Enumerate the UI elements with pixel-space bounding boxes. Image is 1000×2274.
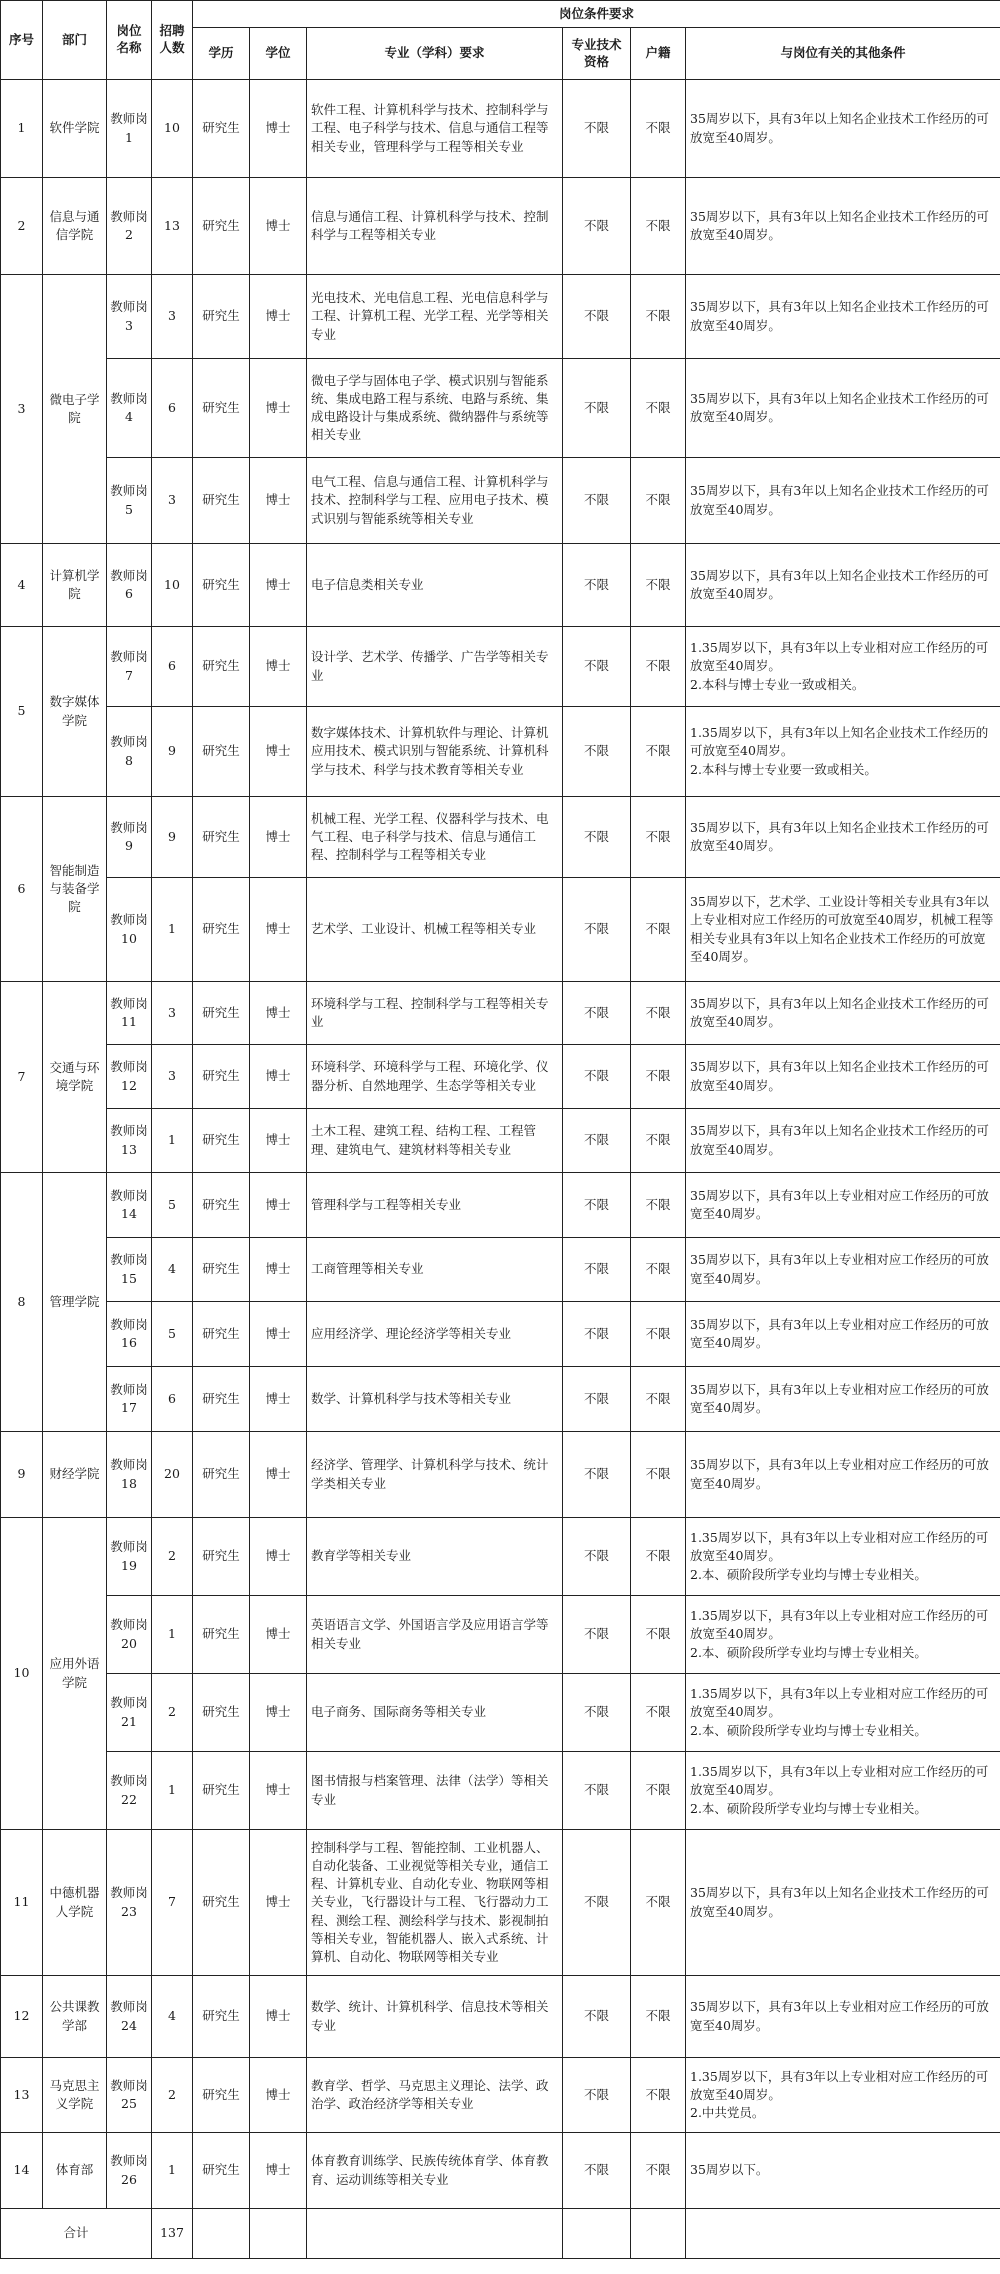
cell-seq: 6 [1, 797, 43, 982]
cell-degree: 博士 [250, 1976, 307, 2058]
cell-degree: 博士 [250, 1830, 307, 1976]
cell-dept: 交通与环境学院 [43, 982, 107, 1173]
cell-post: 教师岗 5 [107, 458, 152, 544]
cell-count: 9 [152, 797, 193, 878]
total-label: 合计 [1, 2209, 152, 2259]
cell-other: 35周岁以下，具有3年以上专业相对应工作经历的可放宽至40周岁。 [686, 1367, 1000, 1432]
cell-degree: 博士 [250, 1752, 307, 1830]
cell-post: 教师岗 26 [107, 2133, 152, 2209]
cell-post: 教师岗 15 [107, 1238, 152, 1302]
cell-hukou: 不限 [631, 878, 686, 982]
cell-degree: 博士 [250, 1302, 307, 1367]
cell-count: 2 [152, 1518, 193, 1596]
cell-seq: 2 [1, 178, 43, 275]
cell-hukou: 不限 [631, 1238, 686, 1302]
cell-other: 1.35周岁以下，具有3年以上专业相对应工作经历的可放宽至40周岁。 2.本、硕阶段所学专业均与博士专业相关。 [686, 1752, 1000, 1830]
cell-major: 电子商务、国际商务等相关专业 [307, 1674, 563, 1752]
cell-count: 1 [152, 878, 193, 982]
header-qualification: 专业技术资格 [563, 28, 631, 80]
cell-degree: 博士 [250, 1367, 307, 1432]
table-row [1, 178, 1000, 275]
cell-count: 6 [152, 359, 193, 458]
cell-other: 35周岁以下，具有3年以上专业相对应工作经历的可放宽至40周岁。 [686, 1173, 1000, 1238]
cell-post: 教师岗 6 [107, 544, 152, 627]
cell-hukou: 不限 [631, 1518, 686, 1596]
cell-dept: 管理学院 [43, 1173, 107, 1432]
table-row [1, 1238, 1000, 1302]
cell-other: 35周岁以下，具有3年以上知名企业技术工作经历的可放宽至40周岁。 [686, 1045, 1000, 1109]
cell-hukou: 不限 [631, 982, 686, 1045]
cell-other: 35周岁以下，具有3年以上知名企业技术工作经历的可放宽至40周岁。 [686, 275, 1000, 359]
table-row [1, 2133, 1000, 2209]
table-row [1, 359, 1000, 458]
cell-education: 研究生 [193, 878, 250, 982]
cell-hukou: 不限 [631, 359, 686, 458]
cell-count: 1 [152, 1596, 193, 1674]
total-empty-cell [563, 2209, 631, 2259]
cell-dept: 中德机器人学院 [43, 1830, 107, 1976]
cell-major: 光电技术、光电信息工程、光电信息科学与工程、计算机工程、光学工程、光学等相关专业 [307, 275, 563, 359]
cell-degree: 博士 [250, 359, 307, 458]
cell-hukou: 不限 [631, 1367, 686, 1432]
cell-seq: 4 [1, 544, 43, 627]
cell-hukou: 不限 [631, 627, 686, 707]
cell-education: 研究生 [193, 1752, 250, 1830]
cell-count: 13 [152, 178, 193, 275]
cell-education: 研究生 [193, 1830, 250, 1976]
cell-seq: 10 [1, 1518, 43, 1830]
cell-degree: 博士 [250, 1238, 307, 1302]
cell-education: 研究生 [193, 544, 250, 627]
cell-qualification: 不限 [563, 1367, 631, 1432]
cell-education: 研究生 [193, 1596, 250, 1674]
cell-seq: 12 [1, 1976, 43, 2058]
cell-count: 1 [152, 1752, 193, 1830]
cell-post: 教师岗 4 [107, 359, 152, 458]
header-dept: 部门 [43, 1, 107, 80]
cell-qualification: 不限 [563, 797, 631, 878]
cell-qualification: 不限 [563, 1238, 631, 1302]
cell-qualification: 不限 [563, 359, 631, 458]
cell-education: 研究生 [193, 2058, 250, 2133]
cell-seq: 11 [1, 1830, 43, 1976]
cell-count: 10 [152, 544, 193, 627]
cell-other: 35周岁以下，具有3年以上知名企业技术工作经历的可放宽至40周岁。 [686, 544, 1000, 627]
cell-other: 35周岁以下，具有3年以上专业相对应工作经历的可放宽至40周岁。 [686, 1432, 1000, 1518]
cell-hukou: 不限 [631, 2058, 686, 2133]
cell-degree: 博士 [250, 1109, 307, 1173]
cell-other: 1.35周岁以下，具有3年以上专业相对应工作经历的可放宽至40周岁。 2.本、硕阶段所学专业均与博士专业相关。 [686, 1674, 1000, 1752]
cell-dept: 公共课教学部 [43, 1976, 107, 2058]
cell-hukou: 不限 [631, 1045, 686, 1109]
table-header [1, 1, 1000, 80]
table-row [1, 627, 1000, 707]
cell-qualification: 不限 [563, 1674, 631, 1752]
cell-post: 教师岗 23 [107, 1830, 152, 1976]
cell-major: 土木工程、建筑工程、结构工程、工程管理、建筑电气、建筑材料等相关专业 [307, 1109, 563, 1173]
cell-other: 1.35周岁以下，具有3年以上专业相对应工作经历的可放宽至40周岁。 2.中共党员。 [686, 2058, 1000, 2133]
cell-major: 环境科学与工程、控制科学与工程等相关专业 [307, 982, 563, 1045]
cell-qualification: 不限 [563, 178, 631, 275]
cell-qualification: 不限 [563, 1596, 631, 1674]
total-row [1, 2209, 1000, 2259]
cell-degree: 博士 [250, 1432, 307, 1518]
cell-major: 微电子学与固体电子学、模式识别与智能系统、集成电路工程与系统、电路与系统、集成电路设计与集成系统、微纳器件与系统等相关专业 [307, 359, 563, 458]
cell-count: 1 [152, 2133, 193, 2209]
header-major: 专业（学科）要求 [307, 28, 563, 80]
cell-hukou: 不限 [631, 275, 686, 359]
header-other: 与岗位有关的其他条件 [686, 28, 1000, 80]
cell-degree: 博士 [250, 275, 307, 359]
cell-post: 教师岗 24 [107, 1976, 152, 2058]
cell-degree: 博士 [250, 544, 307, 627]
total-empty-cell [193, 2209, 250, 2259]
cell-major: 电气工程、信息与通信工程、计算机科学与技术、控制科学与工程、应用电子技术、模式识别与智能系统等相关专业 [307, 458, 563, 544]
cell-degree: 博士 [250, 2133, 307, 2209]
table-row [1, 458, 1000, 544]
cell-dept: 数字媒体学院 [43, 627, 107, 797]
cell-post: 教师岗 3 [107, 275, 152, 359]
cell-education: 研究生 [193, 1432, 250, 1518]
cell-count: 3 [152, 1045, 193, 1109]
cell-major: 控制科学与工程、智能控制、工业机器人、自动化装备、工业视觉等相关专业，通信工程、计算机专业、自动化专业、物联网等相关专业，飞行器设计与工程、飞行器动力工程、测绘工程、测绘科学与技术、影视制拍等相关专业，智能机器人、嵌入式系统、计算机、自动化、物联网等相关专业 [307, 1830, 563, 1976]
cell-post: 教师岗 21 [107, 1674, 152, 1752]
cell-qualification: 不限 [563, 1518, 631, 1596]
total-empty-cell [250, 2209, 307, 2259]
cell-post: 教师岗 13 [107, 1109, 152, 1173]
cell-seq: 7 [1, 982, 43, 1173]
cell-degree: 博士 [250, 707, 307, 797]
cell-post: 教师岗 12 [107, 1045, 152, 1109]
cell-count: 10 [152, 80, 193, 178]
cell-post: 教师岗 14 [107, 1173, 152, 1238]
table-row [1, 1976, 1000, 2058]
cell-education: 研究生 [193, 2133, 250, 2209]
table-row [1, 1674, 1000, 1752]
cell-education: 研究生 [193, 797, 250, 878]
cell-degree: 博士 [250, 80, 307, 178]
cell-qualification: 不限 [563, 2058, 631, 2133]
cell-degree: 博士 [250, 1173, 307, 1238]
cell-major: 设计学、艺术学、传播学、广告学等相关专业 [307, 627, 563, 707]
cell-other: 35周岁以下，具有3年以上知名企业技术工作经历的可放宽至40周岁。 [686, 80, 1000, 178]
cell-count: 20 [152, 1432, 193, 1518]
cell-seq: 9 [1, 1432, 43, 1518]
header-degree: 学位 [250, 28, 307, 80]
table-row [1, 275, 1000, 359]
table-row [1, 1596, 1000, 1674]
cell-other: 35周岁以下，具有3年以上知名企业技术工作经历的可放宽至40周岁。 [686, 458, 1000, 544]
cell-dept: 财经学院 [43, 1432, 107, 1518]
cell-degree: 博士 [250, 627, 307, 707]
cell-count: 1 [152, 1109, 193, 1173]
cell-major: 软件工程、计算机科学与技术、控制科学与工程、电子科学与技术、信息与通信工程等相关专业，管理科学与工程等相关专业 [307, 80, 563, 178]
cell-degree: 博士 [250, 982, 307, 1045]
table-row [1, 1302, 1000, 1367]
cell-post: 教师岗 25 [107, 2058, 152, 2133]
cell-hukou: 不限 [631, 797, 686, 878]
cell-qualification: 不限 [563, 1173, 631, 1238]
cell-count: 3 [152, 982, 193, 1045]
cell-post: 教师岗 8 [107, 707, 152, 797]
total-empty-cell [686, 2209, 1000, 2259]
header-conditions-group: 岗位条件要求 [193, 1, 1000, 28]
cell-seq: 5 [1, 627, 43, 797]
table-row [1, 1432, 1000, 1518]
cell-post: 教师岗 20 [107, 1596, 152, 1674]
cell-education: 研究生 [193, 1367, 250, 1432]
cell-degree: 博士 [250, 1596, 307, 1674]
cell-education: 研究生 [193, 178, 250, 275]
cell-count: 3 [152, 275, 193, 359]
table-row [1, 982, 1000, 1045]
cell-qualification: 不限 [563, 1432, 631, 1518]
cell-degree: 博士 [250, 2058, 307, 2133]
cell-count: 6 [152, 1367, 193, 1432]
cell-education: 研究生 [193, 1173, 250, 1238]
cell-hukou: 不限 [631, 1830, 686, 1976]
cell-degree: 博士 [250, 458, 307, 544]
table-row [1, 797, 1000, 878]
cell-education: 研究生 [193, 1976, 250, 2058]
header-hukou: 户籍 [631, 28, 686, 80]
cell-hukou: 不限 [631, 458, 686, 544]
cell-other: 35周岁以下，具有3年以上知名企业技术工作经历的可放宽至40周岁。 [686, 797, 1000, 878]
cell-other: 1.35周岁以下，具有3年以上知名企业技术工作经历的可放宽至40周岁。 2.本科与博士专业要一致或相关。 [686, 707, 1000, 797]
cell-dept: 体育部 [43, 2133, 107, 2209]
table-row [1, 80, 1000, 178]
cell-qualification: 不限 [563, 1830, 631, 1976]
cell-post: 教师岗 16 [107, 1302, 152, 1367]
cell-major: 环境科学、环境科学与工程、环境化学、仪器分析、自然地理学、生态学等相关专业 [307, 1045, 563, 1109]
cell-major: 经济学、管理学、计算机科学与技术、统计学类相关专业 [307, 1432, 563, 1518]
cell-count: 3 [152, 458, 193, 544]
header-post-name: 岗位名称 [107, 1, 152, 80]
header-education: 学历 [193, 28, 250, 80]
cell-other: 35周岁以下，具有3年以上知名企业技术工作经历的可放宽至40周岁。 [686, 178, 1000, 275]
cell-hukou: 不限 [631, 1302, 686, 1367]
cell-qualification: 不限 [563, 275, 631, 359]
cell-hukou: 不限 [631, 178, 686, 275]
cell-major: 图书情报与档案管理、法律（法学）等相关专业 [307, 1752, 563, 1830]
cell-major: 管理科学与工程等相关专业 [307, 1173, 563, 1238]
cell-major: 应用经济学、理论经济学等相关专业 [307, 1302, 563, 1367]
cell-education: 研究生 [193, 458, 250, 544]
total-count: 137 [152, 2209, 193, 2259]
cell-education: 研究生 [193, 80, 250, 178]
cell-post: 教师岗 10 [107, 878, 152, 982]
cell-other: 35周岁以下，具有3年以上知名企业技术工作经历的可放宽至40周岁。 [686, 982, 1000, 1045]
header-recruit-num: 招聘人数 [152, 1, 193, 80]
table-row [1, 707, 1000, 797]
cell-major: 机械工程、光学工程、仪器科学与技术、电气工程、电子科学与技术、信息与通信工程、控制科学与工程等相关专业 [307, 797, 563, 878]
cell-other: 35周岁以下，具有3年以上知名企业技术工作经历的可放宽至40周岁。 [686, 1109, 1000, 1173]
cell-degree: 博士 [250, 878, 307, 982]
cell-other: 35周岁以下，具有3年以上专业相对应工作经历的可放宽至40周岁。 [686, 1238, 1000, 1302]
cell-dept: 智能制造与装备学院 [43, 797, 107, 982]
cell-qualification: 不限 [563, 1109, 631, 1173]
cell-count: 5 [152, 1173, 193, 1238]
cell-other: 35周岁以下，具有3年以上知名企业技术工作经历的可放宽至40周岁。 [686, 359, 1000, 458]
cell-qualification: 不限 [563, 707, 631, 797]
cell-post: 教师岗 1 [107, 80, 152, 178]
cell-education: 研究生 [193, 1302, 250, 1367]
table-row [1, 1109, 1000, 1173]
cell-post: 教师岗 19 [107, 1518, 152, 1596]
cell-hukou: 不限 [631, 1976, 686, 2058]
cell-hukou: 不限 [631, 1109, 686, 1173]
cell-dept: 信息与通信学院 [43, 178, 107, 275]
cell-seq: 14 [1, 2133, 43, 2209]
cell-degree: 博士 [250, 1045, 307, 1109]
cell-hukou: 不限 [631, 2133, 686, 2209]
cell-post: 教师岗 2 [107, 178, 152, 275]
cell-education: 研究生 [193, 1045, 250, 1109]
total-empty-cell [307, 2209, 563, 2259]
cell-major: 电子信息类相关专业 [307, 544, 563, 627]
cell-education: 研究生 [193, 359, 250, 458]
cell-count: 6 [152, 627, 193, 707]
cell-other: 35周岁以下，具有3年以上专业相对应工作经历的可放宽至40周岁。 [686, 1302, 1000, 1367]
table-row [1, 1045, 1000, 1109]
cell-hukou: 不限 [631, 1752, 686, 1830]
cell-count: 4 [152, 1976, 193, 2058]
cell-major: 数学、统计、计算机科学、信息技术等相关专业 [307, 1976, 563, 2058]
cell-qualification: 不限 [563, 982, 631, 1045]
cell-education: 研究生 [193, 1238, 250, 1302]
cell-qualification: 不限 [563, 1976, 631, 2058]
cell-hukou: 不限 [631, 1432, 686, 1518]
cell-qualification: 不限 [563, 458, 631, 544]
cell-education: 研究生 [193, 275, 250, 359]
cell-dept: 软件学院 [43, 80, 107, 178]
cell-other: 35周岁以下，艺术学、工业设计等相关专业具有3年以上专业相对应工作经历的可放宽至40周岁，机械工程等相关专业具有3年以上知名企业技术工作经历的可放宽至40周岁。 [686, 878, 1000, 982]
cell-qualification: 不限 [563, 1045, 631, 1109]
cell-hukou: 不限 [631, 1596, 686, 1674]
cell-education: 研究生 [193, 627, 250, 707]
cell-major: 艺术学、工业设计、机械工程等相关专业 [307, 878, 563, 982]
cell-major: 数学、计算机科学与技术等相关专业 [307, 1367, 563, 1432]
cell-post: 教师岗 7 [107, 627, 152, 707]
cell-major: 教育学等相关专业 [307, 1518, 563, 1596]
cell-major: 教育学、哲学、马克思主义理论、法学、政治学、政治经济学等相关专业 [307, 2058, 563, 2133]
cell-qualification: 不限 [563, 627, 631, 707]
table-body [1, 80, 1000, 2259]
cell-qualification: 不限 [563, 878, 631, 982]
cell-seq: 8 [1, 1173, 43, 1432]
cell-other: 35周岁以下。 [686, 2133, 1000, 2209]
cell-count: 9 [152, 707, 193, 797]
cell-degree: 博士 [250, 797, 307, 878]
cell-major: 体育教育训练学、民族传统体育学、体育教育、运动训练等相关专业 [307, 2133, 563, 2209]
table-row [1, 2058, 1000, 2133]
cell-count: 4 [152, 1238, 193, 1302]
cell-hukou: 不限 [631, 80, 686, 178]
cell-hukou: 不限 [631, 544, 686, 627]
total-empty-cell [631, 2209, 686, 2259]
cell-qualification: 不限 [563, 1752, 631, 1830]
cell-count: 2 [152, 2058, 193, 2133]
table-row [1, 544, 1000, 627]
cell-other: 1.35周岁以下，具有3年以上专业相对应工作经历的可放宽至40周岁。 2.本科与博士专业一致或相关。 [686, 627, 1000, 707]
cell-education: 研究生 [193, 1518, 250, 1596]
cell-education: 研究生 [193, 1674, 250, 1752]
cell-qualification: 不限 [563, 2133, 631, 2209]
cell-dept: 计算机学院 [43, 544, 107, 627]
cell-hukou: 不限 [631, 707, 686, 797]
cell-seq: 3 [1, 275, 43, 544]
cell-dept: 应用外语学院 [43, 1518, 107, 1830]
cell-major: 英语语言文学、外国语言学及应用语言学等相关专业 [307, 1596, 563, 1674]
cell-education: 研究生 [193, 1109, 250, 1173]
cell-major: 信息与通信工程、计算机科学与技术、控制科学与工程等相关专业 [307, 178, 563, 275]
cell-count: 5 [152, 1302, 193, 1367]
cell-hukou: 不限 [631, 1173, 686, 1238]
cell-post: 教师岗 22 [107, 1752, 152, 1830]
cell-seq: 13 [1, 2058, 43, 2133]
cell-other: 35周岁以下，具有3年以上知名企业技术工作经历的可放宽至40周岁。 [686, 1830, 1000, 1976]
table-row [1, 1830, 1000, 1976]
cell-count: 2 [152, 1674, 193, 1752]
cell-qualification: 不限 [563, 80, 631, 178]
cell-other: 1.35周岁以下，具有3年以上专业相对应工作经历的可放宽至40周岁。 2.本、硕阶段所学专业均与博士专业相关。 [686, 1596, 1000, 1674]
cell-seq: 1 [1, 80, 43, 178]
header-seq: 序号 [1, 1, 43, 80]
cell-degree: 博士 [250, 178, 307, 275]
cell-education: 研究生 [193, 707, 250, 797]
table-row [1, 1367, 1000, 1432]
cell-education: 研究生 [193, 982, 250, 1045]
cell-major: 数字媒体技术、计算机软件与理论、计算机应用技术、模式识别与智能系统、计算机科学与技术、科学与技术教育等相关专业 [307, 707, 563, 797]
cell-other: 1.35周岁以下，具有3年以上专业相对应工作经历的可放宽至40周岁。 2.本、硕阶段所学专业均与博士专业相关。 [686, 1518, 1000, 1596]
cell-post: 教师岗 17 [107, 1367, 152, 1432]
cell-dept: 微电子学院 [43, 275, 107, 544]
table-row [1, 1173, 1000, 1238]
table-row [1, 1518, 1000, 1596]
cell-degree: 博士 [250, 1518, 307, 1596]
cell-qualification: 不限 [563, 1302, 631, 1367]
cell-dept: 马克思主义学院 [43, 2058, 107, 2133]
cell-count: 7 [152, 1830, 193, 1976]
cell-degree: 博士 [250, 1674, 307, 1752]
cell-qualification: 不限 [563, 544, 631, 627]
cell-hukou: 不限 [631, 1674, 686, 1752]
table-row [1, 1752, 1000, 1830]
cell-post: 教师岗 18 [107, 1432, 152, 1518]
cell-post: 教师岗 9 [107, 797, 152, 878]
cell-post: 教师岗 11 [107, 982, 152, 1045]
table-row [1, 878, 1000, 982]
cell-major: 工商管理等相关专业 [307, 1238, 563, 1302]
cell-other: 35周岁以下，具有3年以上专业相对应工作经历的可放宽至40周岁。 [686, 1976, 1000, 2058]
